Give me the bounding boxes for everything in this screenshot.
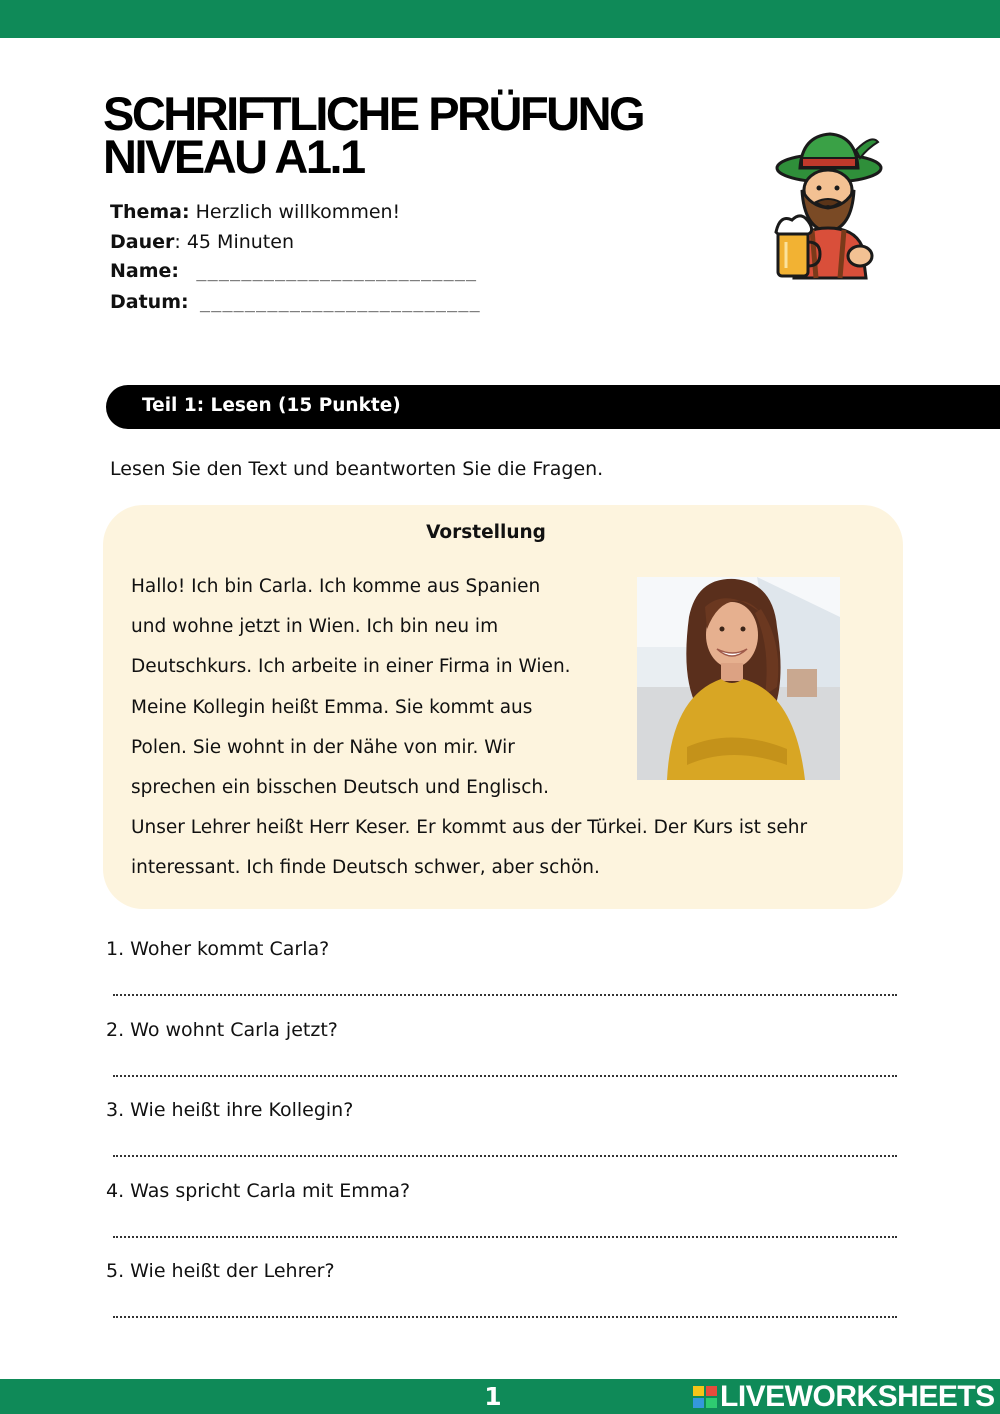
name-row [110, 257, 481, 288]
question-text: 4. Was spricht Carla mit Emma? [106, 1179, 411, 1202]
liveworksheets-brand [692, 1379, 995, 1414]
reading-instruction: Lesen Sie den Text und beantworten Sie die Fragen. [110, 458, 604, 480]
reading-title: Vorstellung [426, 522, 546, 543]
answer-line[interactable] [113, 994, 897, 996]
question-text: 5. Wie heißt der Lehrer? [106, 1260, 335, 1283]
section-header-bar [106, 385, 1000, 429]
answer-line[interactable] [113, 1075, 897, 1077]
dauer-label: Dauer [110, 230, 175, 253]
answer-line[interactable] [113, 1155, 897, 1157]
dauer-row [110, 228, 481, 258]
top-green-bar [0, 0, 1000, 38]
title-line-1: SCHRIFTLICHE PRÜFUNG [103, 87, 644, 140]
datum-label: Datum: [110, 290, 189, 313]
name-input-line[interactable]: _________________________ [185, 262, 478, 282]
datum-input-line[interactable]: _________________________ [188, 292, 481, 313]
question-list [106, 938, 892, 1341]
reading-line: Meine Kollegin heißt Emma. Sie kommt aus [131, 696, 533, 718]
carla-photo [637, 577, 840, 780]
thema-label: Thema: [110, 201, 190, 223]
page-number: 1 [484, 1382, 502, 1411]
reading-text-box [103, 505, 903, 909]
question-text: 1. Woher kommt Carla? [106, 938, 330, 960]
question-text: 3. Wie heißt ihre Kollegin? [106, 1099, 354, 1122]
exam-meta [110, 198, 481, 318]
reading-line: sprechen ein bisschen Deutsch und Englisch. [131, 777, 549, 799]
dauer-value: : 45 Minuten [174, 230, 294, 253]
reading-line: interessant. Ich finde Deutsch schwer, aber schön. [131, 857, 600, 879]
reading-line: Polen. Sie wohnt in der Nähe von mir. Wir [131, 736, 515, 758]
reading-line: Hallo! Ich bin Carla. Ich komme aus Spanien [131, 576, 541, 597]
reading-line: Deutschkurs. Ich arbeite in einer Firma in Wien. [131, 656, 571, 678]
reading-line: und wohne jetzt in Wien. Ich bin neu im [131, 616, 499, 638]
question-item [106, 1099, 892, 1180]
thema-value: Herzlich willkommen! [189, 201, 401, 223]
question-item [106, 1180, 892, 1261]
liveworksheets-logo-icon [692, 1385, 718, 1409]
question-text: 2. Wo wohnt Carla jetzt? [106, 1018, 338, 1041]
answer-line[interactable] [113, 1316, 897, 1318]
name-label: Name: [110, 260, 180, 282]
question-item [106, 1260, 892, 1341]
datum-row [110, 288, 481, 319]
question-item [106, 1019, 892, 1100]
section-title: Teil 1: Lesen (15 Punkte) [142, 395, 401, 416]
brand-text: LIVEWORKSHEETS [720, 1379, 995, 1413]
answer-line[interactable] [113, 1236, 897, 1238]
page-title [103, 87, 743, 183]
bavarian-man-mascot-icon [772, 128, 886, 284]
question-item [106, 938, 892, 1019]
thema-row [110, 198, 481, 228]
title-line-2: NIVEAU A1.1 [103, 130, 364, 183]
reading-line: Unser Lehrer heißt Herr Keser. Er kommt aus der Türkei. Der Kurs ist sehr [131, 817, 808, 839]
